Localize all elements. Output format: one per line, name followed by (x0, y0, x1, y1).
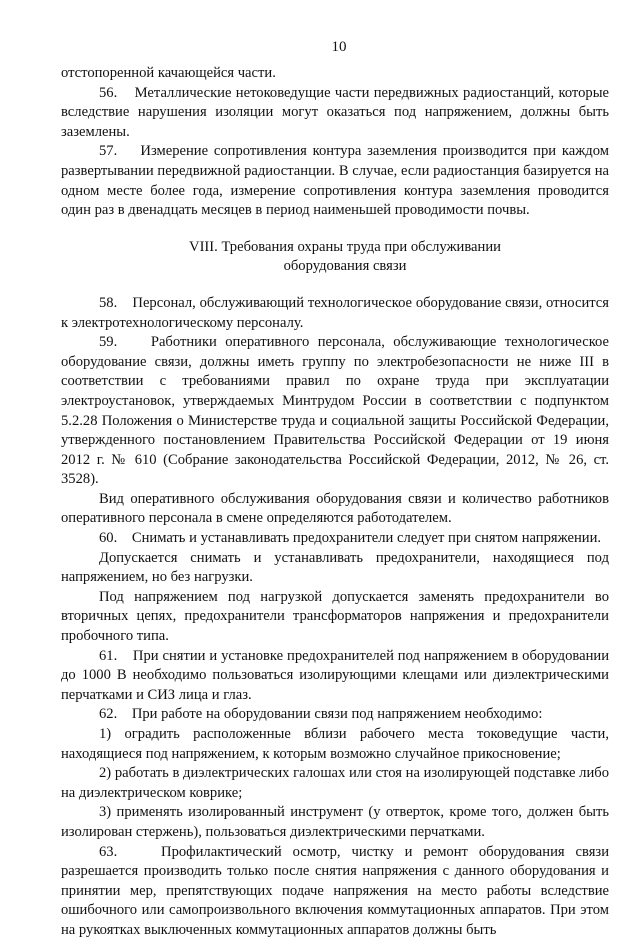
paragraph-p58: 58. Персонал, обслуживающий технологическое оборудование связи, относится к электротехнологическому персоналу. (61, 294, 609, 331)
paragraph-p62_2: 2) работать в диэлектрических галошах или стоя на изолирующей подставке либо на диэлектрическом коврике; (61, 765, 609, 801)
section-heading-line-1: VIII. Требования охраны труда при обслуживании (189, 238, 501, 255)
paragraph-p59: 59. Работники оперативного персонала, обслуживающие технологическое оборудование связи, должны иметь группу по электробезопасности не ниже III в соответствии с требованиями правил по охране труда при эксплуатации электроустановок, утверждаемых Минтрудом России в соответствии с подпунктом 5.2.28 Положения о Министерстве труда и социальной защиты Российской Федерации, утвержденного постановлением Правительства Российской Федерации от 19 июня 2012 г. № 610 (Собрание законодательства Российской Федерации, 2012, № 26, ст. 3528). (61, 334, 609, 488)
paragraph-cont: отстопоренной качающейся части. (61, 65, 276, 81)
paragraph-p62_3: 3) применять изолированный инструмент (у отверток, кроме того, должен быть изолирован стержень), пользоваться диэлектрическими перчатками. (61, 804, 609, 840)
section-heading-line-2: оборудования связи (283, 258, 407, 275)
section-viii-body (61, 294, 609, 941)
paragraph-p60b: Допускается снимать и устанавливать предохранители, находящиеся под напряжением, но без нагрузки. (61, 549, 609, 586)
paragraph-p62_1: 1) оградить расположенные вблизи рабочего места токоведущие части, находящиеся под напряжением, к которым возможно случайное прикосновение; (61, 726, 609, 762)
paragraph-p56: 56. Металлические нетоковедущие части передвижных радиостанций, которые вследствие нарушения изоляции могут оказаться под напряжением, должны быть заземлены. (61, 84, 609, 140)
paragraph-p60: 60. Снимать и устанавливать предохранители следует при снятом напряжении. (99, 530, 602, 547)
page-number: 10 (331, 39, 347, 55)
paragraph-p61: 61. При снятии и установке предохранителей под напряжением в оборудовании до 1000 В необходимо пользоваться изолирующими клещами или диэлектрическими перчатками и СИЗ лица и глаз. (61, 647, 609, 703)
paragraph-p63: 63. Профилактический осмотр, чистку и ремонт оборудования связи разрешается производить только после снятия напряжения с данного оборудования и принятии мер, препятствующих подаче напряжения на место работы вследствие ошибочного или самопроизвольного включения коммутационных аппаратов. При этом на рукоятках выключенных коммутационных аппаратов должны быть (61, 843, 609, 938)
section-vii-end (61, 64, 609, 221)
paragraph-p60c: Под напряжением под нагрузкой допускается заменять предохранители во вторичных цепях, предохранители трансформаторов напряжения и предохранители пробочного типа. (61, 588, 609, 645)
paragraph-p57: 57. Измерение сопротивления контура заземления производится при каждом развертывании передвижной радиостанции. В случае, если радиостанция базируется на одном месте более года, измерение сопротивления контура заземления проводится один раз в двенадцать месяцев в период наименьшей проводимости почвы. (61, 143, 609, 219)
paragraph-p62: 62. При работе на оборудовании связи под напряжением необходимо: (99, 706, 543, 723)
paragraph-p59b: Вид оперативного обслуживания оборудования связи и количество работников оперативного персонала в смене определяются работодателем. (61, 490, 609, 527)
section-heading (61, 238, 609, 277)
